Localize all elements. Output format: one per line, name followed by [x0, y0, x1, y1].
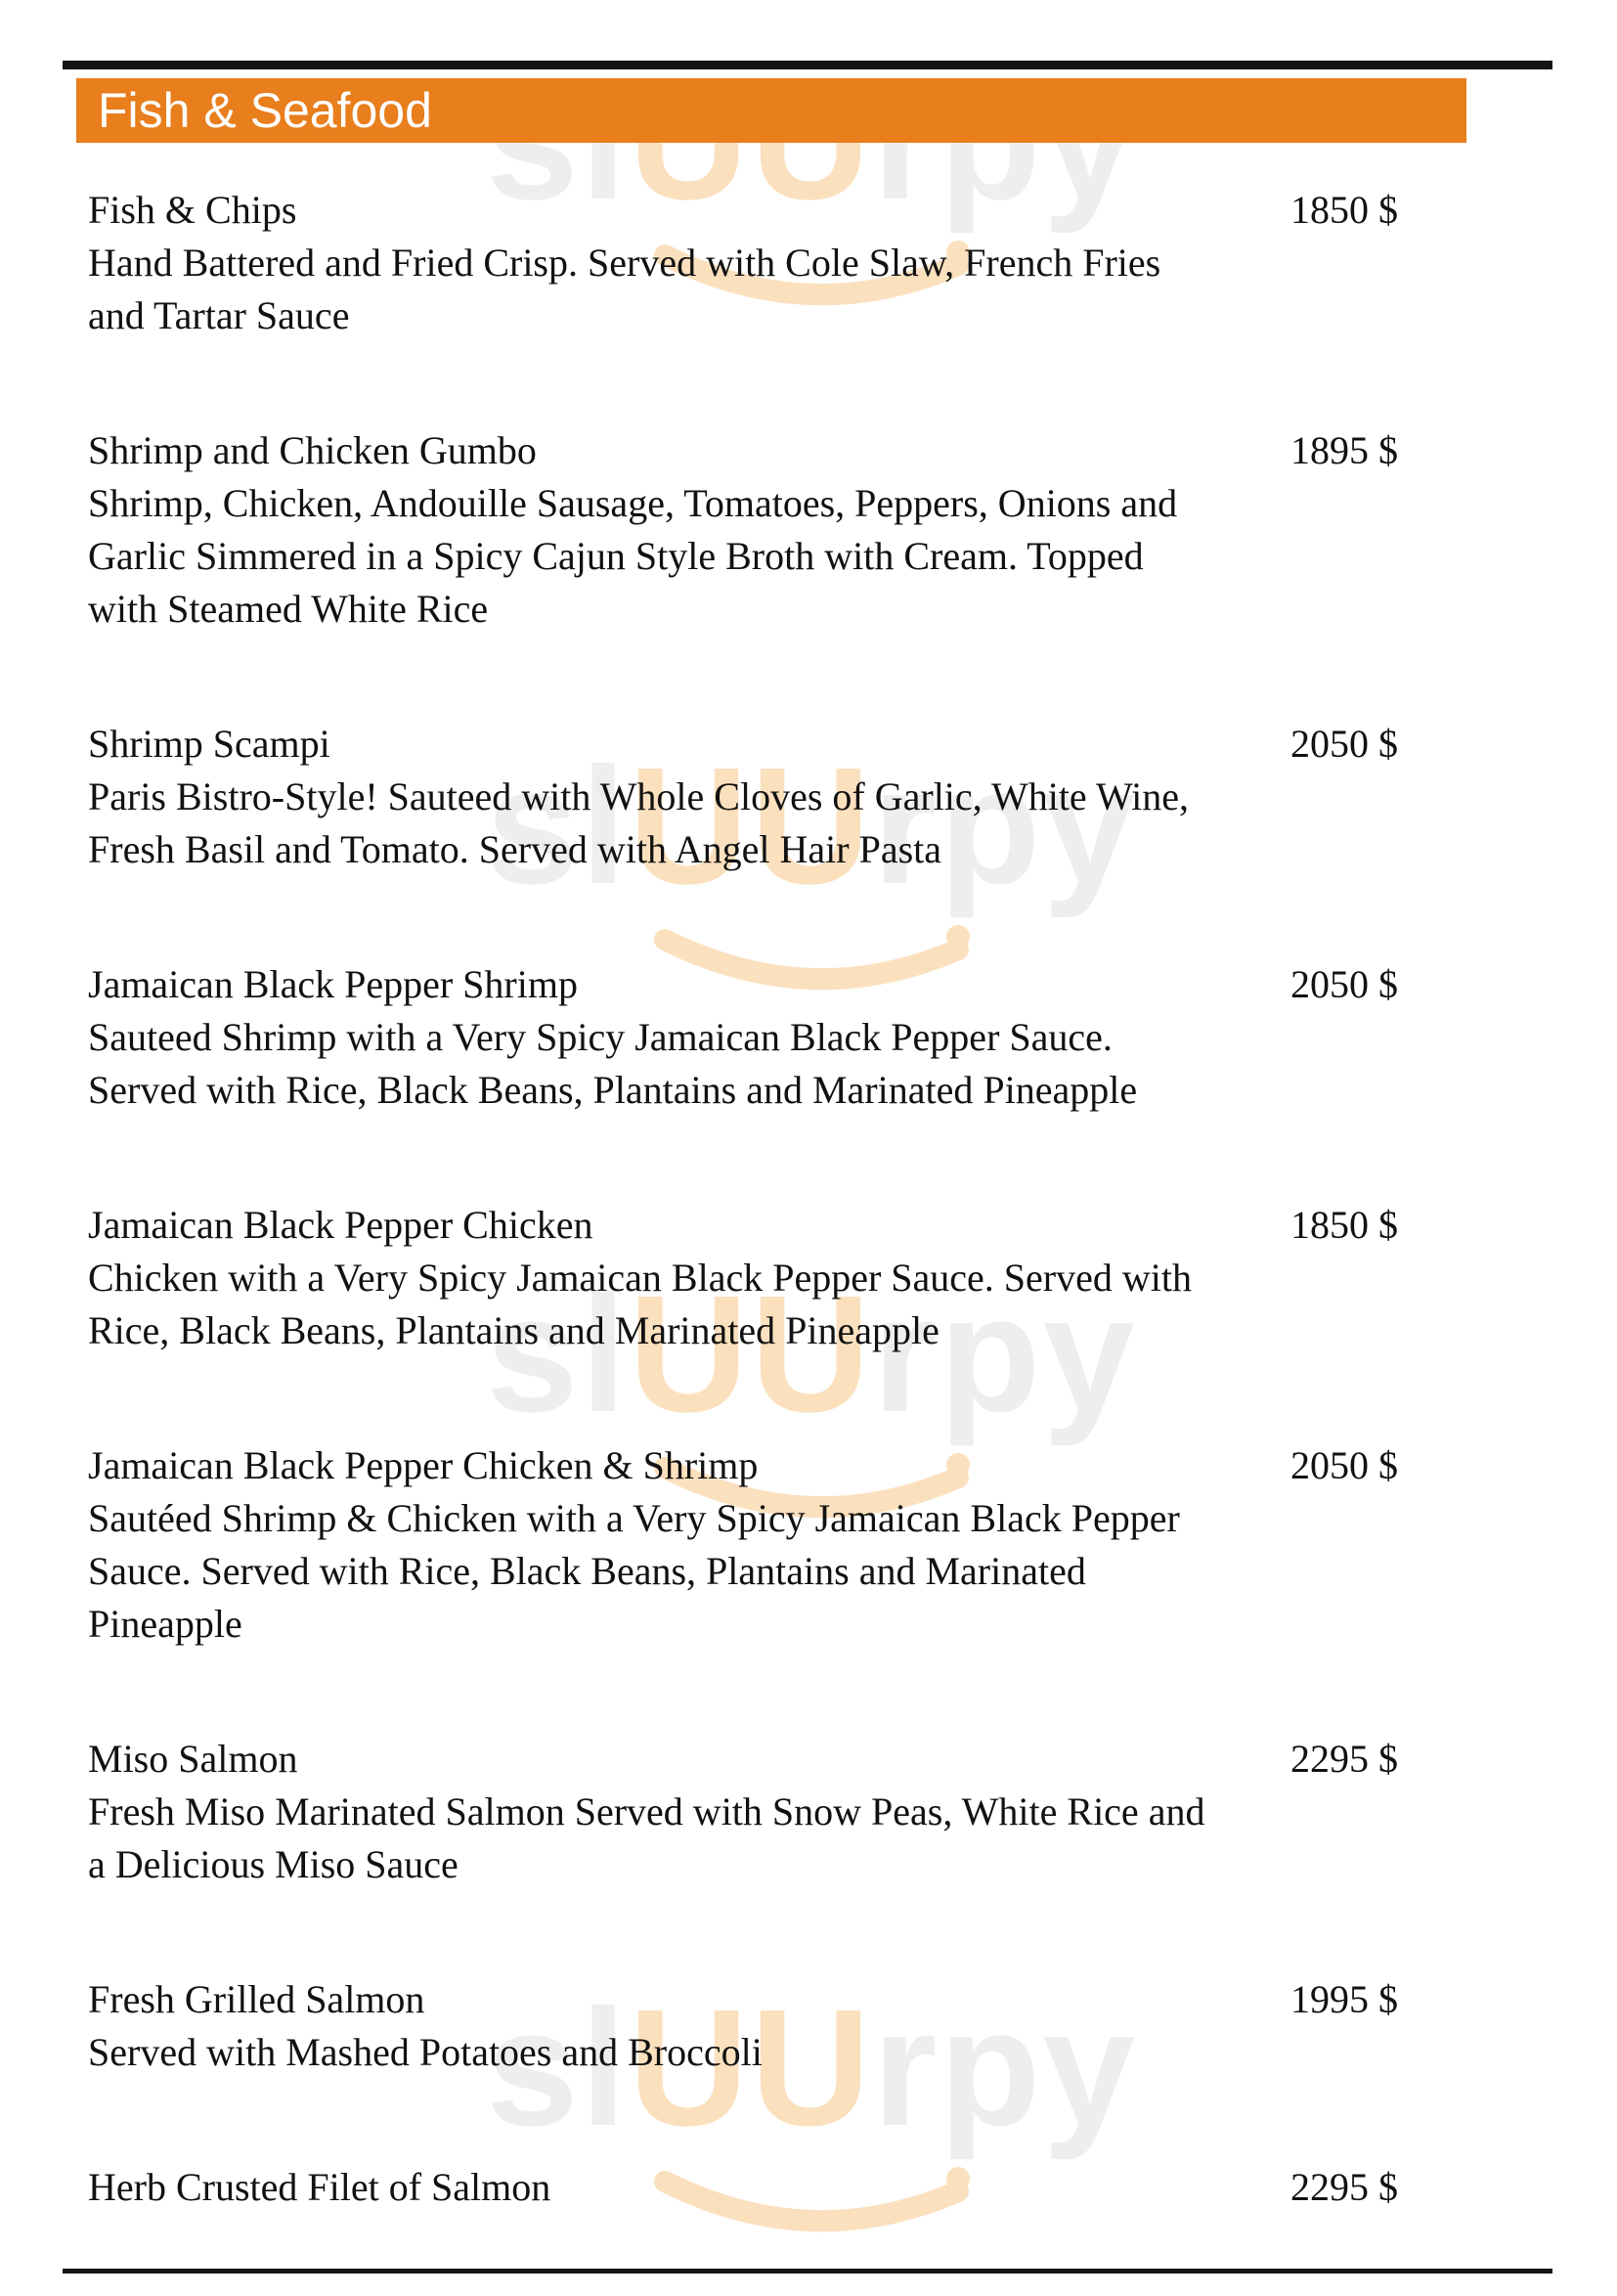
bottom-rule — [63, 2269, 1552, 2274]
menu-item-text — [88, 1733, 1212, 1891]
menu-item-price: 1850 $ — [1290, 1203, 1398, 1247]
menu-item-description: Sauteed Shrimp with a Very Spicy Jamaican Black Pepper Sauce. Served with Rice, Black Beans, Plantains and Marinated Pineapple — [88, 1015, 1138, 1112]
menu-item — [88, 2161, 1398, 2214]
menu-item-name: Miso Salmon — [88, 1737, 298, 1781]
menu-item-price: 2050 $ — [1290, 962, 1398, 1006]
menu-item-price: 2295 $ — [1290, 1737, 1398, 1781]
menu-item-name: Shrimp Scampi — [88, 722, 330, 766]
menu-item-list — [88, 184, 1398, 2296]
menu-item — [88, 1199, 1398, 1357]
watermark-text: sl — [486, 1975, 629, 2161]
menu-item-price: 2050 $ — [1290, 1443, 1398, 1487]
menu-item — [88, 1439, 1398, 1651]
menu-item-price: 1850 $ — [1290, 188, 1398, 232]
menu-item-name: Jamaican Black Pepper Chicken & Shrimp — [88, 1443, 759, 1487]
menu-item-description: Paris Bistro-Style! Sauteed with Whole Cloves of Garlic, White Wine, Fresh Basil and Tomato. Served with Angel Hair Pasta — [88, 774, 1189, 871]
watermark-text: rpy — [872, 1975, 1137, 2161]
menu-item-text — [88, 1439, 1212, 1651]
menu-item — [88, 424, 1398, 636]
menu-item-text — [88, 184, 1212, 342]
menu-item-name: Shrimp and Chicken Gumbo — [88, 428, 537, 472]
section-header-bar — [76, 78, 1466, 143]
menu-item — [88, 718, 1398, 876]
menu-item — [88, 1973, 1398, 2079]
menu-item-name: Jamaican Black Pepper Shrimp — [88, 962, 578, 1006]
menu-item — [88, 1733, 1398, 1891]
menu-item-price: 1995 $ — [1290, 1977, 1398, 2021]
watermark-text: sl — [486, 1261, 629, 1447]
menu-item-price: 2295 $ — [1290, 2165, 1398, 2209]
top-rule — [63, 61, 1552, 69]
menu-item-description: Fresh Miso Marinated Salmon Served with Snow Peas, White Rice and a Delicious Miso Sauce — [88, 1789, 1205, 1886]
menu-item-name: Fresh Grilled Salmon — [88, 1977, 425, 2021]
menu-item — [88, 184, 1398, 342]
watermark-text: UU — [628, 733, 873, 919]
menu-item-text — [88, 718, 1212, 876]
menu-item-text — [88, 958, 1212, 1117]
menu-item-price: 1895 $ — [1290, 428, 1398, 472]
menu-item — [88, 958, 1398, 1117]
menu-item-name: Fish & Chips — [88, 188, 297, 232]
watermark-text: sl — [486, 733, 629, 919]
watermark-text: UU — [628, 1975, 873, 2161]
menu-item-description: Hand Battered and Fried Crisp. Served with Cole Slaw, French Fries and Tartar Sauce — [88, 241, 1161, 337]
menu-item-text — [88, 424, 1212, 636]
menu-item-text — [88, 2161, 1212, 2214]
menu-item-name: Herb Crusted Filet of Salmon — [88, 2165, 551, 2209]
menu-item-text — [88, 1973, 1212, 2079]
watermark-text: rpy — [872, 733, 1137, 919]
menu-item-text — [88, 1199, 1212, 1357]
menu-item-description: Chicken with a Very Spicy Jamaican Black Pepper Sauce. Served with Rice, Black Beans, Plantains and Marinated Pineapple — [88, 1256, 1192, 1352]
watermark-text: UU — [628, 1261, 873, 1447]
menu-item-description: Sautéed Shrimp & Chicken with a Very Spicy Jamaican Black Pepper Sauce. Served with Rice, Black Beans, Plantains and Marinated Pineapple — [88, 1496, 1180, 1646]
menu-item-price: 2050 $ — [1290, 722, 1398, 766]
watermark-text: rpy — [872, 1261, 1137, 1447]
menu-item-name: Jamaican Black Pepper Chicken — [88, 1203, 593, 1247]
menu-item-description: Served with Mashed Potatoes and Broccoli — [88, 2030, 763, 2074]
menu-item-description: Shrimp, Chicken, Andouille Sausage, Tomatoes, Peppers, Onions and Garlic Simmered in a Spicy Cajun Style Broth with Cream. Topped with Steamed White Rice — [88, 481, 1178, 631]
section-title: Fish & Seafood — [98, 83, 432, 138]
